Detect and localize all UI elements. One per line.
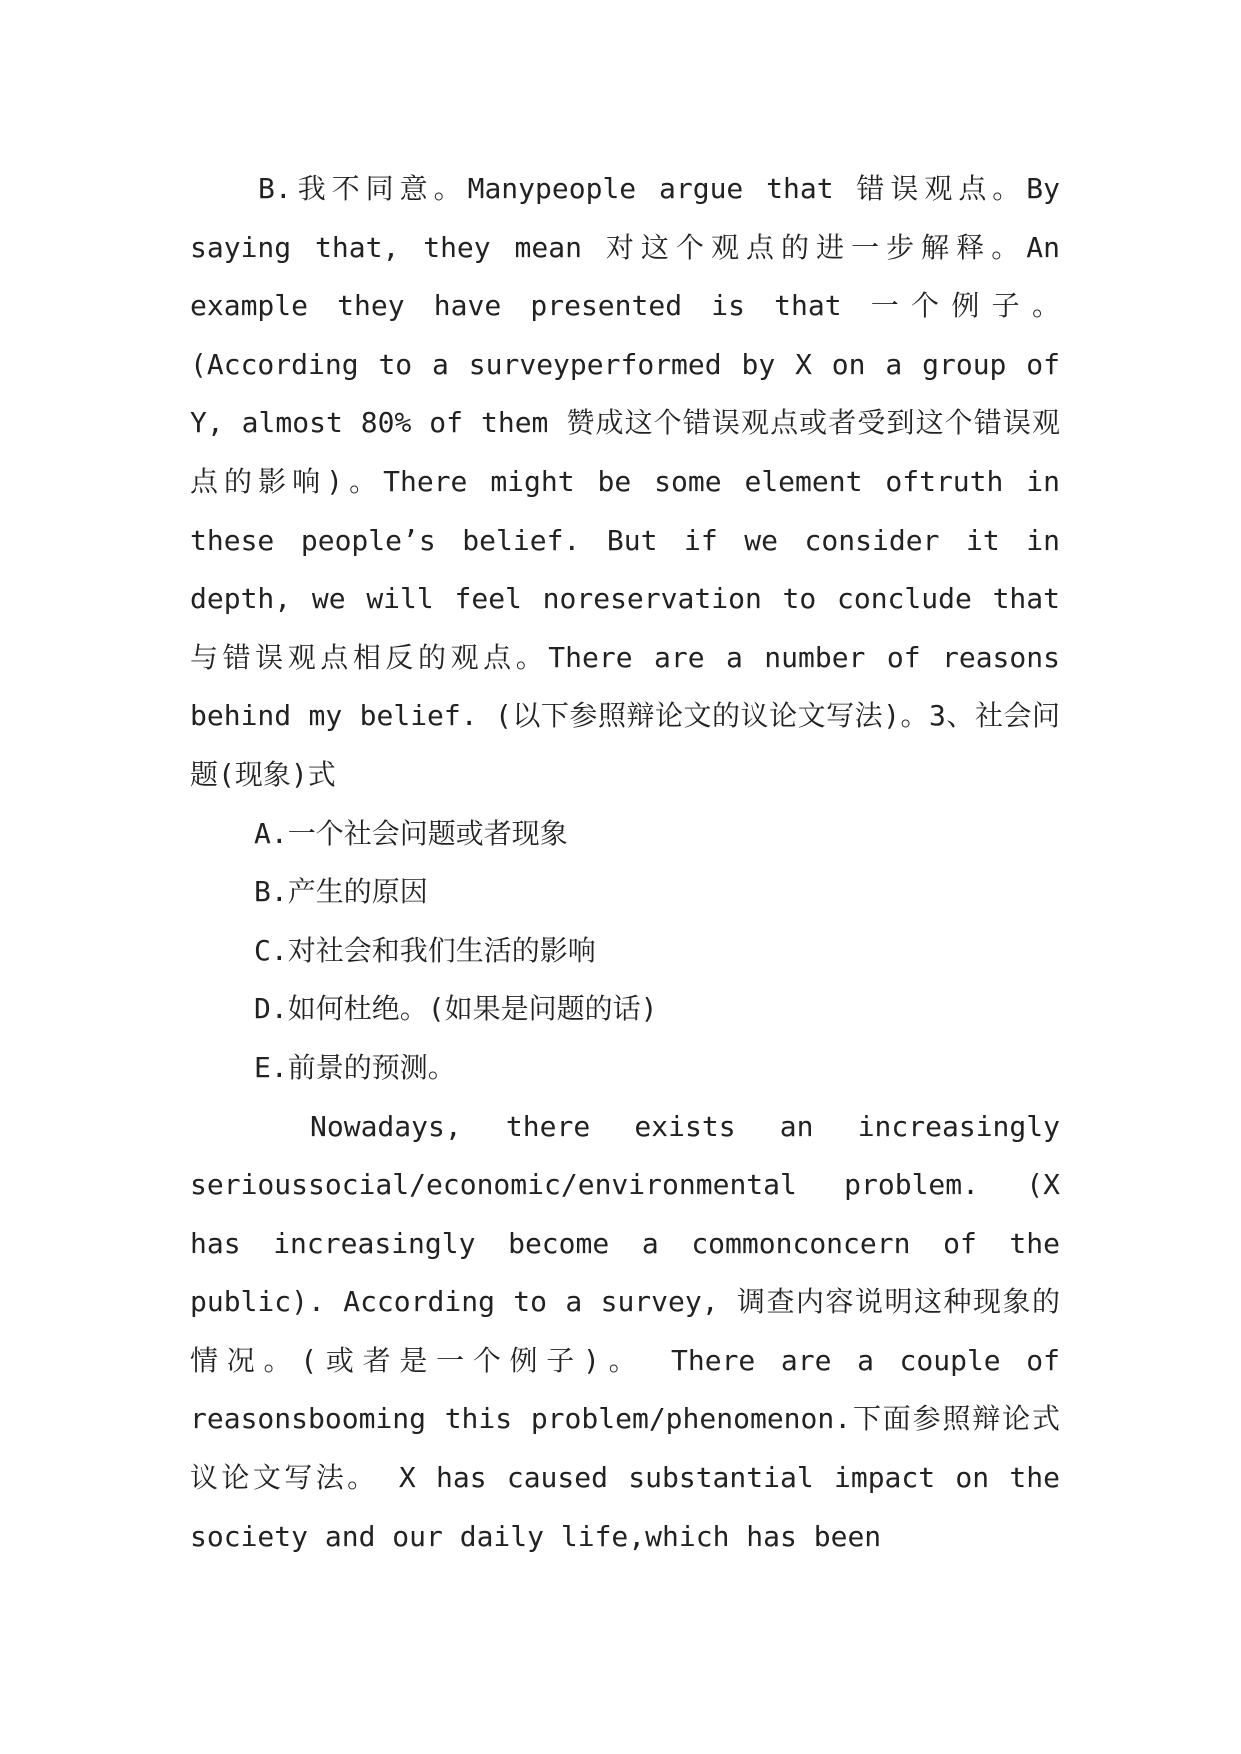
outline-item-b: B.产生的原因: [254, 875, 428, 909]
outline-item-d: D.如何杜绝。(如果是问题的话): [254, 992, 658, 1026]
document-body: [190, 160, 1060, 1566]
outline-item-c: C.对社会和我们生活的影响: [254, 933, 596, 967]
paragraph-disagree-template: B.我不同意。Manypeople argue that 错误观点。By saying that, they mean 对这个观点的进一步解释。An example they have presented is that 一个例子。(According to a surveyperformed by X on a group of Y, almost 80% of them 赞成这个错误观点或者受到这个错误观点的影响)。There might be some element oftruth in these people’s belief. But if we consider it in depth, we will feel noreservation to conclude that 与错误观点相反的观点。There are a number of reasons behind my belief. (以下参照辩论文的议论文写法)。3、社会问题(现象)式: [190, 172, 1060, 791]
outline-item-a: A.一个社会问题或者现象: [254, 816, 568, 850]
paragraph-social-problem-model: Nowadays, there exists an increasingly serioussocial/economic/environmental problem. (X has increasingly become a commonconcern of the public). According to a survey, 调查内容说明这种现象的情况。(或者是一个例子)。 There are a couple of reasonsbooming this problem/phenomenon.下面参照辩论式议论文写法。 X has caused substantial impact on the society and our daily life,which has been: [190, 1109, 1060, 1553]
outline-item-e: E.前景的预测。: [254, 1050, 456, 1084]
